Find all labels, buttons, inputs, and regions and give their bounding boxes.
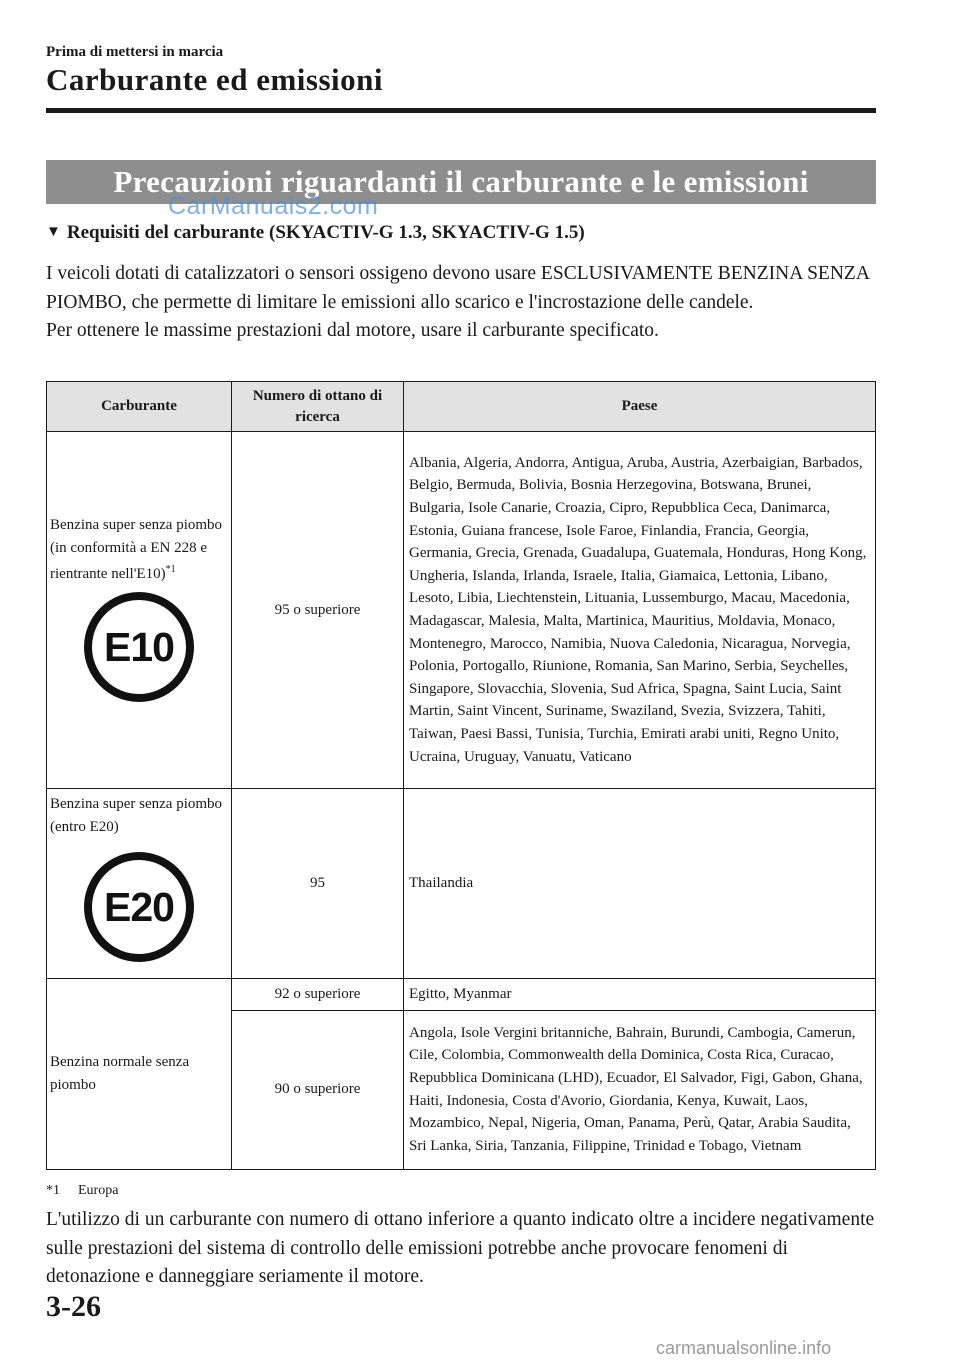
octane-cell: 92 o superiore (232, 979, 404, 1011)
e20-label-icon: E20 (84, 852, 194, 962)
table-row (47, 432, 876, 789)
footer-watermark: carmanualsonline.info (656, 1338, 832, 1358)
footnote-ref: *1 (165, 564, 176, 576)
table-header-row (47, 382, 876, 432)
footnote-mark: *1 (46, 1183, 60, 1198)
country-cell: Angola, Isole Vergini britanniche, Bahrain, Burundi, Cambogia, Camerun, Cile, Colombia, Commonwealth della Dominica, Costa Rica, Curacao, Repubblica Dominicana (LHD), Ecuador, El Salvador, Figi, Gabon, Ghana, Haiti, Indonesia, Costa d'Avorio, Giordania, Kenya, Kuwait, Laos, Mozambico, Nepal, Nigeria, Oman, Panama, Perù, Qatar, Arabia Saudita, Sri Lanka, Siria, Tanzania, Filippine, Trinidad e Tobago, Vietnam (404, 1010, 876, 1169)
column-header-octane: Numero di ottano di ricerca (232, 382, 404, 432)
page-number: 3-26 (46, 1290, 101, 1323)
footnote (46, 1183, 118, 1199)
octane-cell: 95 o superiore (232, 432, 404, 789)
running-header-section: Prima di mettersi in marcia (46, 44, 224, 60)
subsection-title: Requisiti del carburante (SKYACTIV-G 1.3, SKYACTIV-G 1.5) (66, 222, 585, 243)
triangle-down-icon: ▼ (46, 224, 61, 240)
watermark-logo: CarManuals2.com (168, 192, 379, 220)
fuel-cell (47, 789, 232, 979)
e10-label-icon: E10 (84, 592, 194, 702)
subsection-heading (46, 222, 585, 244)
country-cell: Egitto, Myanmar (404, 979, 876, 1011)
header-divider (46, 108, 876, 113)
column-header-fuel: Carburante (47, 382, 232, 432)
octane-cell: 90 o superiore (232, 1010, 404, 1169)
country-cell: Thailandia (404, 789, 876, 979)
column-header-country: Paese (404, 382, 876, 432)
fuel-requirements-table (46, 381, 876, 1170)
intro-text (46, 260, 876, 346)
fuel-cell (47, 432, 232, 789)
table-row (47, 789, 876, 979)
table-row (47, 979, 876, 1011)
section-banner: Precauzioni riguardanti il carburante e le emissioni (46, 160, 876, 204)
footnote-text: Europa (78, 1183, 119, 1198)
country-cell: Albania, Algeria, Andorra, Antigua, Aruba, Austria, Azerbaigian, Barbados, Belgio, Bermuda, Bolivia, Bosnia Herzegovina, Botswana, Brunei, Bulgaria, Isole Canarie, Croazia, Cipro, Repubblica Ceca, Danimarca, Estonia, Guiana francese, Isole Faroe, Finlandia, Francia, Georgia, Germania, Grecia, Grenada, Guadalupa, Guatemala, Honduras, Hong Kong, Ungheria, Islanda, Irlanda, Israele, Italia, Giamaica, Lettonia, Libano, Lesoto, Libia, Liechtenstein, Lituania, Lussemburgo, Macau, Macedonia, Madagascar, Malesia, Malta, Martinica, Mauritius, Moldavia, Monaco, Montenegro, Marocco, Namibia, Nuova Caledonia, Nicaragua, Norvegia, Polonia, Portogallo, Riunione, Romania, San Marino, Serbia, Seychelles, Singapore, Slovacchia, Slovenia, Sud Africa, Spagna, Saint Lucia, Saint Martin, Saint Vincent, Suriname, Swaziland, Svezia, Svizzera, Tahiti, Taiwan, Paesi Bassi, Tunisia, Turchia, Emirati arabi uniti, Regno Unito, Ucraina, Uruguay, Vanuatu, Vaticano (404, 432, 876, 789)
fuel-name: Benzina super senza piombo (in conformità a EN 228 e rientrante nell'E10) (50, 517, 223, 583)
octane-cell: 95 (232, 789, 404, 979)
intro-paragraph: Per ottenere le massime prestazioni dal motore, usare il carburante specificato. (46, 320, 659, 341)
fuel-name: Benzina super senza piombo (entro E20) (50, 796, 223, 835)
fuel-cell: Benzina normale senza piombo (47, 979, 232, 1170)
closing-paragraph: L'utilizzo di un carburante con numero di ottano inferiore a quanto indicato oltre a incidere negativamente sulle prestazioni del sistema di controllo delle emissioni potrebbe anche provocare fenomeni di detonazione e danneggiare seriamente il motore. (46, 1209, 875, 1287)
page-title: Carburante ed emissioni (46, 62, 383, 97)
intro-paragraph: I veicoli dotati di catalizzatori o sensori ossigeno devono usare ESCLUSIVAMENTE BENZINA SENZA PIOMBO, che permette di limitare le emissioni allo scarico e l'incrostazione delle candele. (46, 263, 869, 313)
